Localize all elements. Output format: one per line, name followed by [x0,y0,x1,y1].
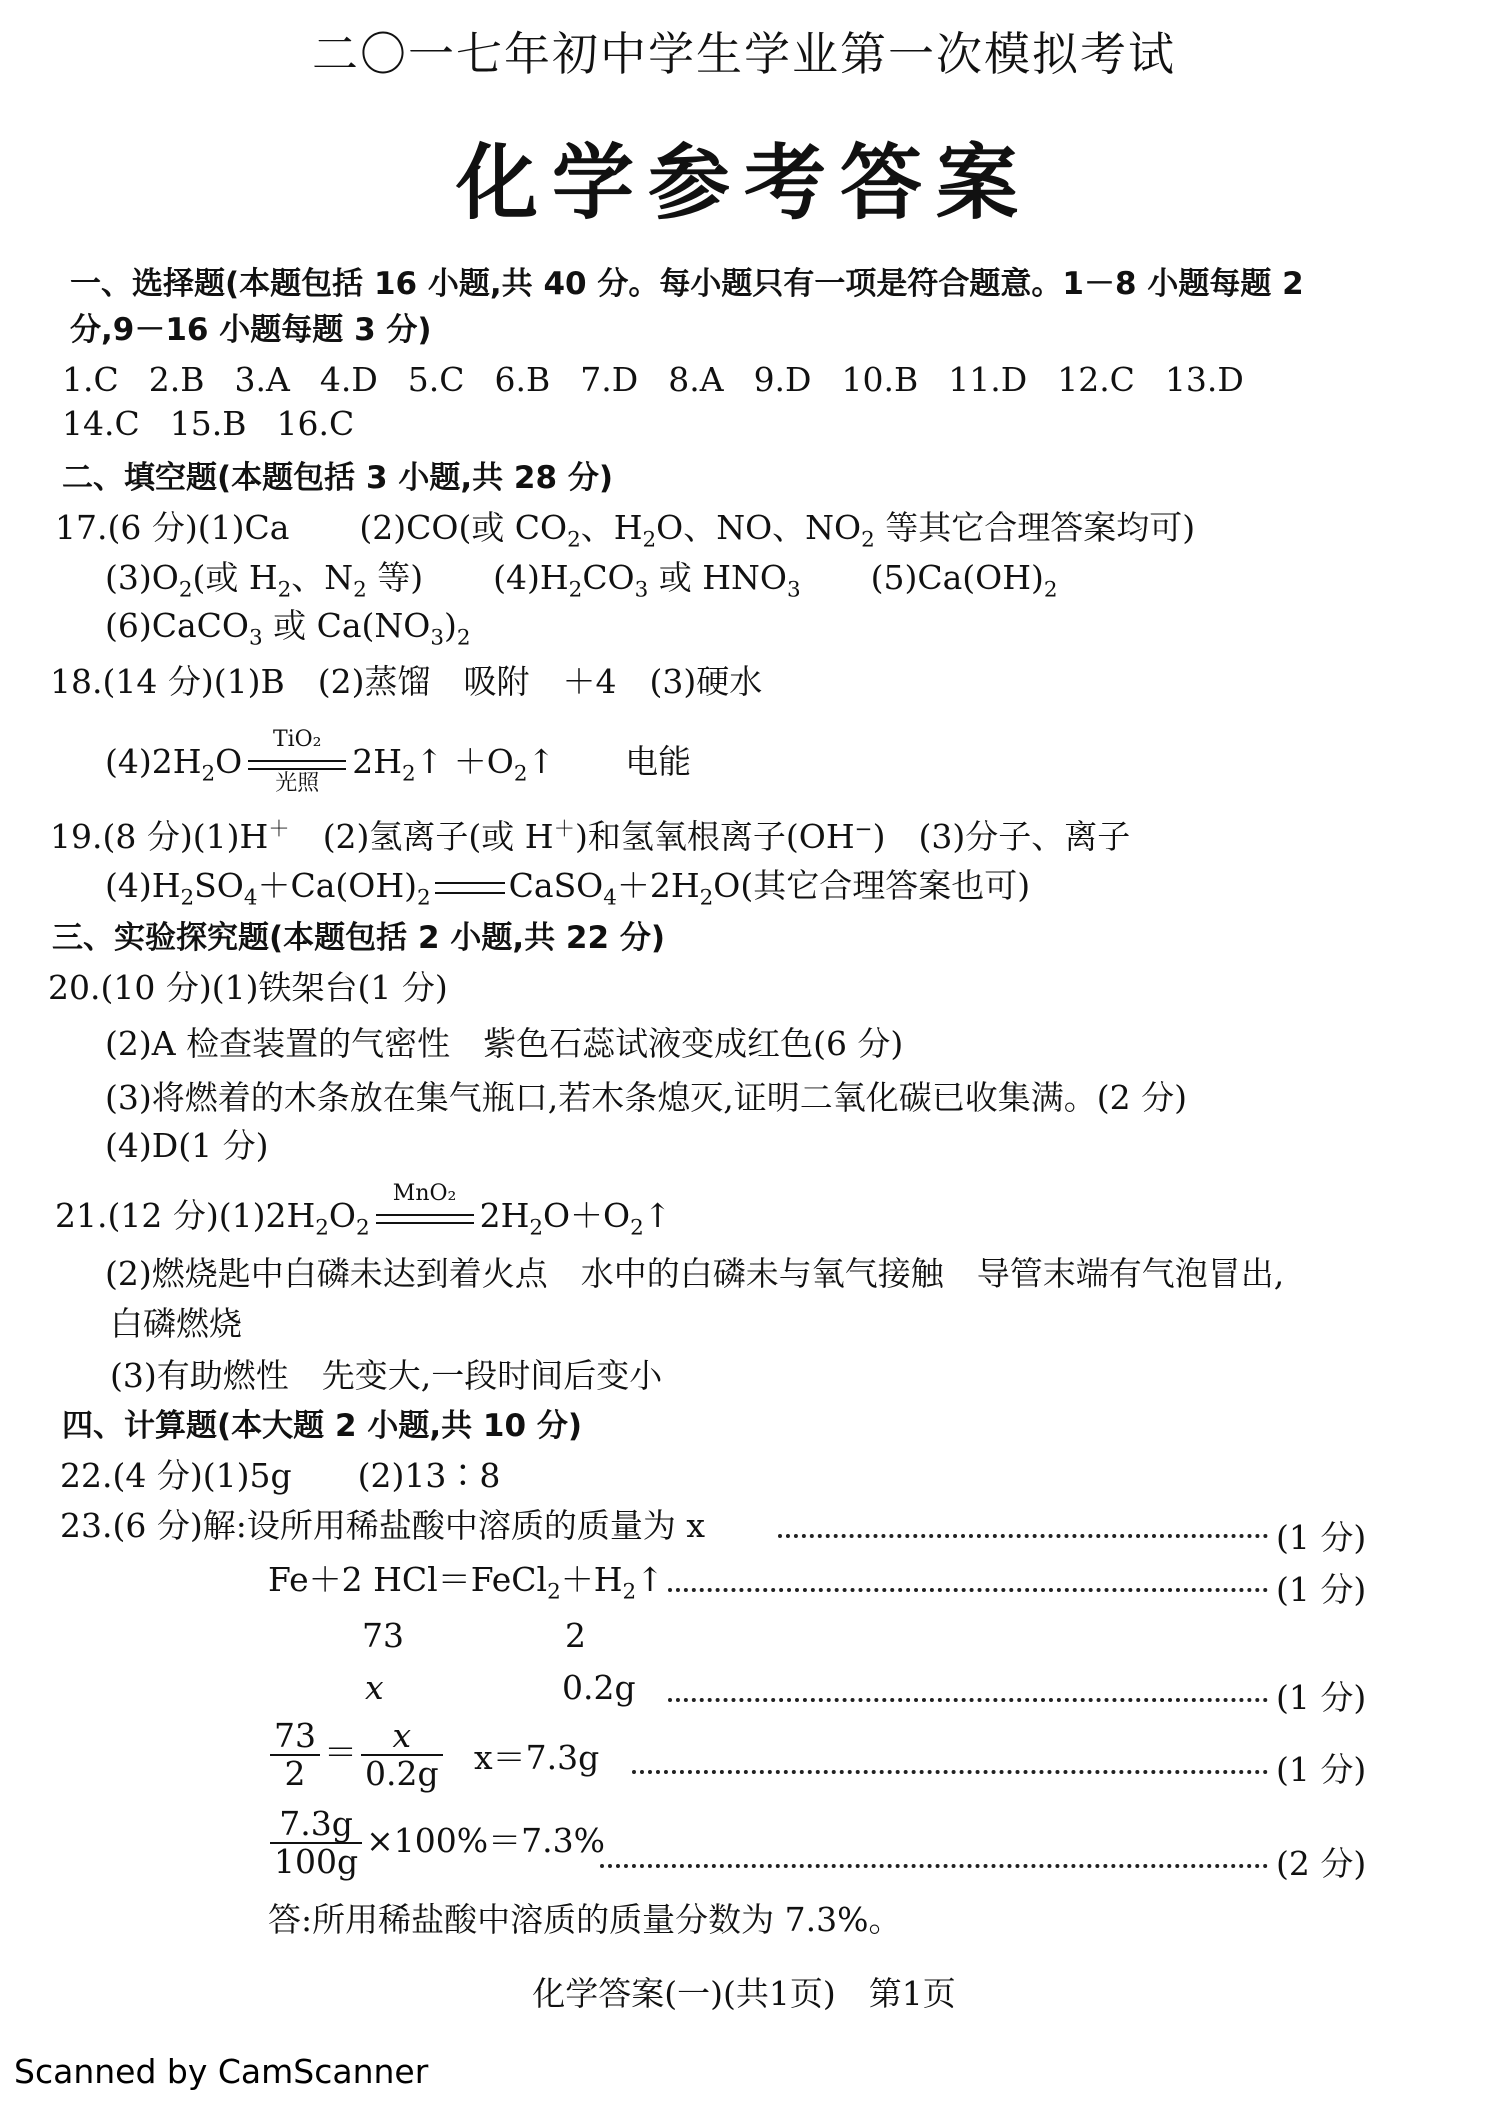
score-mark: (2 分) [1276,1844,1367,1883]
mc-answer-row-1 [62,358,1274,402]
q23-proportion: $\frac{73}{2}$ ＝ $\frac{x}{0.2g}$ [266,1718,447,1792]
mc-answer: 9.D [753,360,812,399]
exam-subtitle: 二〇一七年初中学生学业第一次模拟考试 [312,27,1176,81]
score-mark: (1 分) [1276,1750,1367,1789]
q20-line-1: 20.(10 分)(1)铁架台(1 分) [48,968,448,1007]
mc-answer-row-2 [62,402,384,446]
section-4-heading: 四、计算题(本大题 2 小题,共 10 分) [62,1408,582,1444]
mc-answer: 14.C [62,404,140,443]
q23-x-value: x＝7.3g [474,1738,600,1777]
mc-answer: 13.D [1164,360,1244,399]
mc-answer: 3.A [234,360,290,399]
q19-line-2: $(4)H_2SO_4+Ca(OH)_2$ $CaSO_4+2H_2O$(其它合理答案也可) [105,866,1031,911]
q20-line-2: (2)A 检查装置的气密性 紫色石蕊试液变成红色(6 分) [105,1024,904,1063]
q22: 22.(4 分)(1)5g (2)13∶8 [60,1456,501,1495]
q23-unknown-x: x [365,1668,384,1707]
q23-percentage: $\frac{7.3g}{100g}$ ×100%＝7.3% [266,1806,605,1880]
dot-leader [600,1864,1268,1868]
fraction: $\frac{7.3g}{100g}$ [270,1806,362,1880]
mc-answer: 5.C [407,360,465,399]
page-title: 化学参考答案 [455,136,1032,231]
mc-answer: 15.B [169,404,247,443]
q23-line-1: 23.(6 分)解:设所用稀盐酸中溶质的质量为 x [60,1506,705,1545]
section-3-heading: 三、实验探究题(本题包括 2 小题,共 22 分) [52,920,665,956]
score-mark: (1 分) [1276,1678,1367,1717]
q19-line-1: 19.(8 分)(1)H＋ (2)氢离子(或 H＋)和氢氧根离子(OH−) (3)分子、离子 [50,817,1131,856]
dot-leader [632,1770,1268,1774]
q23-mass-73: 73 [362,1616,404,1655]
section-2-heading: 二、填空题(本题包括 3 小题,共 28 分) [62,460,613,496]
q21-line-1: 21.(12 分)$(1)2H_2O_2$ MnO₂ $2H_2O+O_2↑$ [55,1181,672,1241]
q17-line-1: 17.(6 分)(1)Ca (2)CO(或 $CO_2$、$H_2O$、NO、$NO_2$ 等其它合理答案均可) [55,508,1196,553]
q17-line-3: (6)CaCO$_3$ 或 $Ca(NO_3)_2$ [105,606,471,651]
q23-mass-2: 2 [565,1616,586,1655]
q23-equation: Fe＋2 $HCl=FeCl_2+H_2↑$ [268,1560,664,1605]
mc-answer: 4.D [319,360,378,399]
q21-line-3: 白磷燃烧 [110,1304,242,1343]
q23-final-answer: 答:所用稀盐酸中溶质的质量分数为 7.3%。 [268,1900,902,1939]
mc-answer: 8.A [668,360,724,399]
mc-answer: 6.B [494,360,551,399]
score-mark: (1 分) [1276,1518,1367,1557]
q23-mass-0-2g: 0.2g [562,1668,636,1707]
scanner-watermark: Scanned by CamScanner [14,2052,429,2091]
mc-answer: 2.B [148,360,205,399]
mc-answer: 10.B [841,360,919,399]
mc-answer: 11.D [948,360,1028,399]
fraction: $\frac{73}{2}$ [270,1718,320,1792]
q21-line-2: (2)燃烧匙中白磷未达到着火点 水中的白磷未与氧气接触 导管末端有气泡冒出, [105,1254,1285,1293]
reaction-condition-arrow: TiO₂ 光照 [242,742,352,786]
dot-leader [778,1534,1268,1538]
score-mark: (1 分) [1276,1570,1367,1609]
fraction: $\frac{x}{0.2g}$ [361,1718,443,1792]
q20-line-3: (3)将燃着的木条放在集气瓶口,若木条熄灭,证明二氧化碳已收集满。(2 分) [105,1078,1187,1117]
q21-line-4: (3)有助燃性 先变大,一段时间后变小 [110,1356,663,1395]
mc-answer: 12.C [1057,360,1135,399]
dot-leader [668,1588,1268,1592]
mc-answer: 7.D [580,360,639,399]
reaction-condition-arrow: MnO₂ [370,1196,480,1240]
section-1-heading: 一、选择题(本题包括 16 小题,共 40 分。每小题只有一项是符合题意。1－8 小题每题 2 [70,266,1304,302]
dot-leader [668,1698,1268,1702]
mc-answer: 1.C [62,360,119,399]
q20-line-4: (4)D(1 分) [105,1126,269,1165]
section-1-heading-cont: 分,9－16 小题每题 3 分) [70,312,432,348]
q18-equation: $(4)2H_2O$ TiO₂ 光照 $2H_2↑$ $+O_2↑$ 电能 [105,727,692,796]
q18-line-1: 18.(14 分)(1)B (2)蒸馏 吸附 ＋4 (3)硬水 [50,662,763,701]
page-footer: 化学答案(一)(共1页) 第1页 [532,1974,956,2013]
mc-answer: 16.C [276,404,355,443]
q17-line-2: $(3)O_2$(或 $H_2$、$N_2$ 等) $(4)H_2CO_3$ 或 $HNO_3$ $(5)Ca(OH)_2$ [105,558,1058,603]
